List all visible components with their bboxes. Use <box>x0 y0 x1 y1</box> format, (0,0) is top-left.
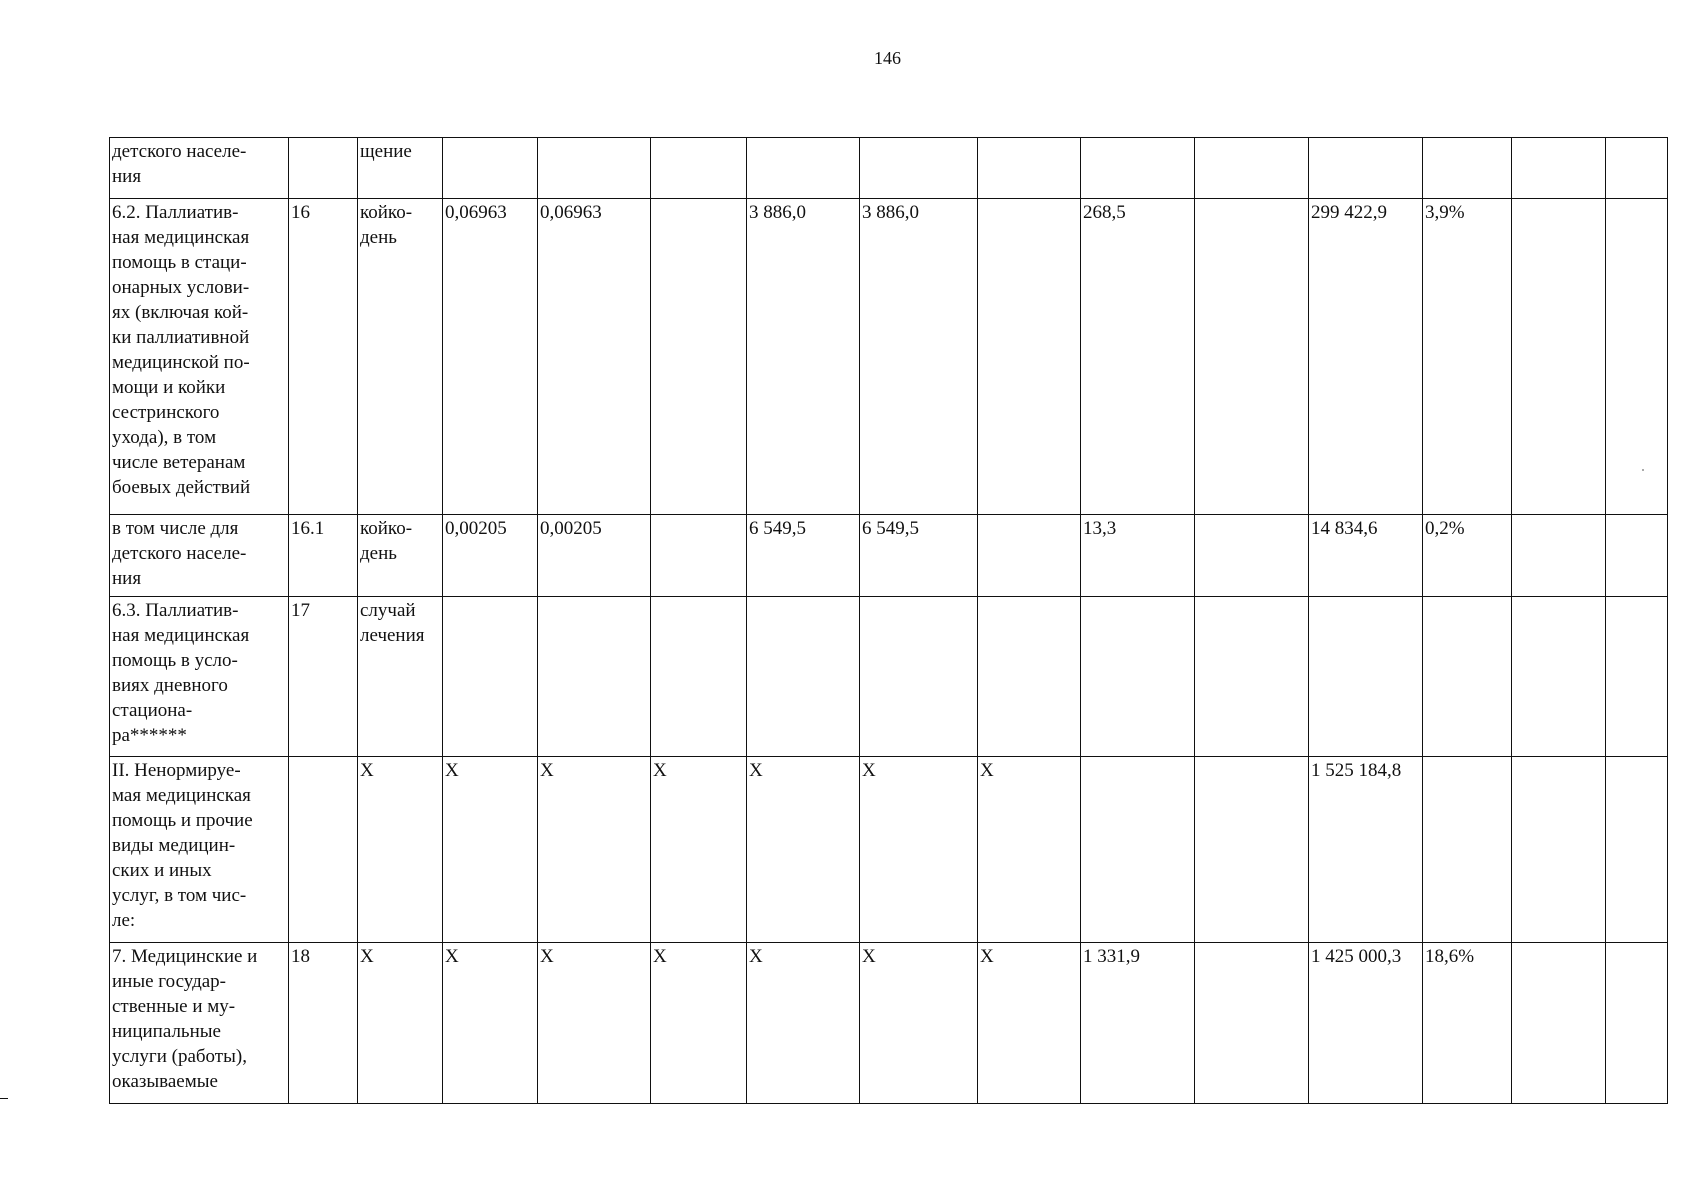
table-cell <box>538 138 651 199</box>
table-cell: 1 425 000,3 <box>1309 943 1423 1104</box>
table-cell: Х <box>538 757 651 943</box>
table-cell <box>747 138 860 199</box>
table-cell: койко- день <box>358 515 443 597</box>
table-cell <box>860 597 978 757</box>
table-cell: 6 549,5 <box>860 515 978 597</box>
table-cell: Х <box>651 943 747 1104</box>
table-cell <box>1606 757 1668 943</box>
table-cell: II. Ненормируе- мая медицинская помощь и прочие виды медицин- ских и иных услуг, в том чис- ле: <box>110 757 289 943</box>
table-cell: койко- день <box>358 199 443 515</box>
table-cell: 18 <box>289 943 358 1104</box>
table-cell <box>1195 597 1309 757</box>
table-cell <box>651 515 747 597</box>
table-cell <box>443 138 538 199</box>
table-cell: 3,9% <box>1423 199 1512 515</box>
table-cell: 0,00205 <box>443 515 538 597</box>
table-row <box>110 943 1668 1104</box>
table-cell <box>978 515 1081 597</box>
table-cell <box>1606 597 1668 757</box>
table-cell <box>1195 138 1309 199</box>
table-row <box>110 515 1668 597</box>
data-table <box>109 137 1668 1104</box>
table-cell: Х <box>860 757 978 943</box>
table-cell <box>651 597 747 757</box>
table-cell <box>1606 943 1668 1104</box>
table-cell: 0,00205 <box>538 515 651 597</box>
table-cell <box>1606 199 1668 515</box>
table-cell <box>1309 597 1423 757</box>
table-row <box>110 199 1668 515</box>
table-cell: Х <box>747 943 860 1104</box>
table-cell: Х <box>358 943 443 1104</box>
table-cell <box>1309 138 1423 199</box>
table-cell <box>651 138 747 199</box>
table-cell <box>1512 757 1606 943</box>
table-cell: Х <box>651 757 747 943</box>
table-cell: Х <box>747 757 860 943</box>
table-cell <box>978 138 1081 199</box>
table-cell: Х <box>538 943 651 1104</box>
table-cell: Х <box>443 757 538 943</box>
table-cell <box>1081 757 1195 943</box>
table-cell: 0,2% <box>1423 515 1512 597</box>
table-cell: 299 422,9 <box>1309 199 1423 515</box>
table-cell: 18,6% <box>1423 943 1512 1104</box>
table-cell: случай лечения <box>358 597 443 757</box>
table-cell: 3 886,0 <box>747 199 860 515</box>
table-cell <box>1512 138 1606 199</box>
table-cell <box>1512 597 1606 757</box>
table-cell <box>289 757 358 943</box>
table-cell <box>1512 199 1606 515</box>
table-row <box>110 138 1668 199</box>
table-row <box>110 757 1668 943</box>
table-cell: детского населе- ния <box>110 138 289 199</box>
table-cell: Х <box>860 943 978 1104</box>
table-cell: 1 525 184,8 <box>1309 757 1423 943</box>
table-cell <box>1195 515 1309 597</box>
table-cell <box>1606 515 1668 597</box>
table-cell: 17 <box>289 597 358 757</box>
page-number: 146 <box>874 48 901 68</box>
table-cell <box>1423 757 1512 943</box>
table-cell: в том числе для детского населе- ния <box>110 515 289 597</box>
table-cell <box>651 199 747 515</box>
table-cell <box>1081 597 1195 757</box>
table-cell: 6 549,5 <box>747 515 860 597</box>
table-cell <box>1195 943 1309 1104</box>
margin-mark <box>0 1098 8 1099</box>
table-cell: 14 834,6 <box>1309 515 1423 597</box>
table-cell <box>1195 199 1309 515</box>
table-cell: Х <box>978 757 1081 943</box>
table-cell: 6.3. Паллиатив- ная медицинская помощь в усло- виях дневного стациона- ра****** <box>110 597 289 757</box>
table-cell <box>747 597 860 757</box>
table-cell: 6.2. Паллиатив- ная медицинская помощь в стаци- онарных услови- ях (включая кой- ки паллиативной медицинской по- мощи и койки сестринского ухода), в том числе ветеранам боевых действий <box>110 199 289 515</box>
table-cell <box>860 138 978 199</box>
table-cell: 13,3 <box>1081 515 1195 597</box>
table-cell: 16 <box>289 199 358 515</box>
table-cell: Х <box>358 757 443 943</box>
table-cell: 0,06963 <box>443 199 538 515</box>
table-cell <box>538 597 651 757</box>
table-cell: 268,5 <box>1081 199 1195 515</box>
table-cell: 1 331,9 <box>1081 943 1195 1104</box>
table-cell: Х <box>978 943 1081 1104</box>
table-cell <box>1423 597 1512 757</box>
table-cell <box>1606 138 1668 199</box>
table-cell <box>978 597 1081 757</box>
table-cell <box>1195 757 1309 943</box>
table-cell <box>289 138 358 199</box>
table-cell <box>1512 943 1606 1104</box>
table-cell: 3 886,0 <box>860 199 978 515</box>
table-cell: 7. Медицинские и иные государ- ственные и му- ниципальные услуги (работы), оказываемые <box>110 943 289 1104</box>
table-cell: щение <box>358 138 443 199</box>
table-cell: Х <box>443 943 538 1104</box>
table-cell <box>1512 515 1606 597</box>
table-cell: 0,06963 <box>538 199 651 515</box>
table-cell <box>1423 138 1512 199</box>
table-cell <box>1081 138 1195 199</box>
table-cell <box>443 597 538 757</box>
table-cell: 16.1 <box>289 515 358 597</box>
table-row <box>110 597 1668 757</box>
table-cell <box>978 199 1081 515</box>
